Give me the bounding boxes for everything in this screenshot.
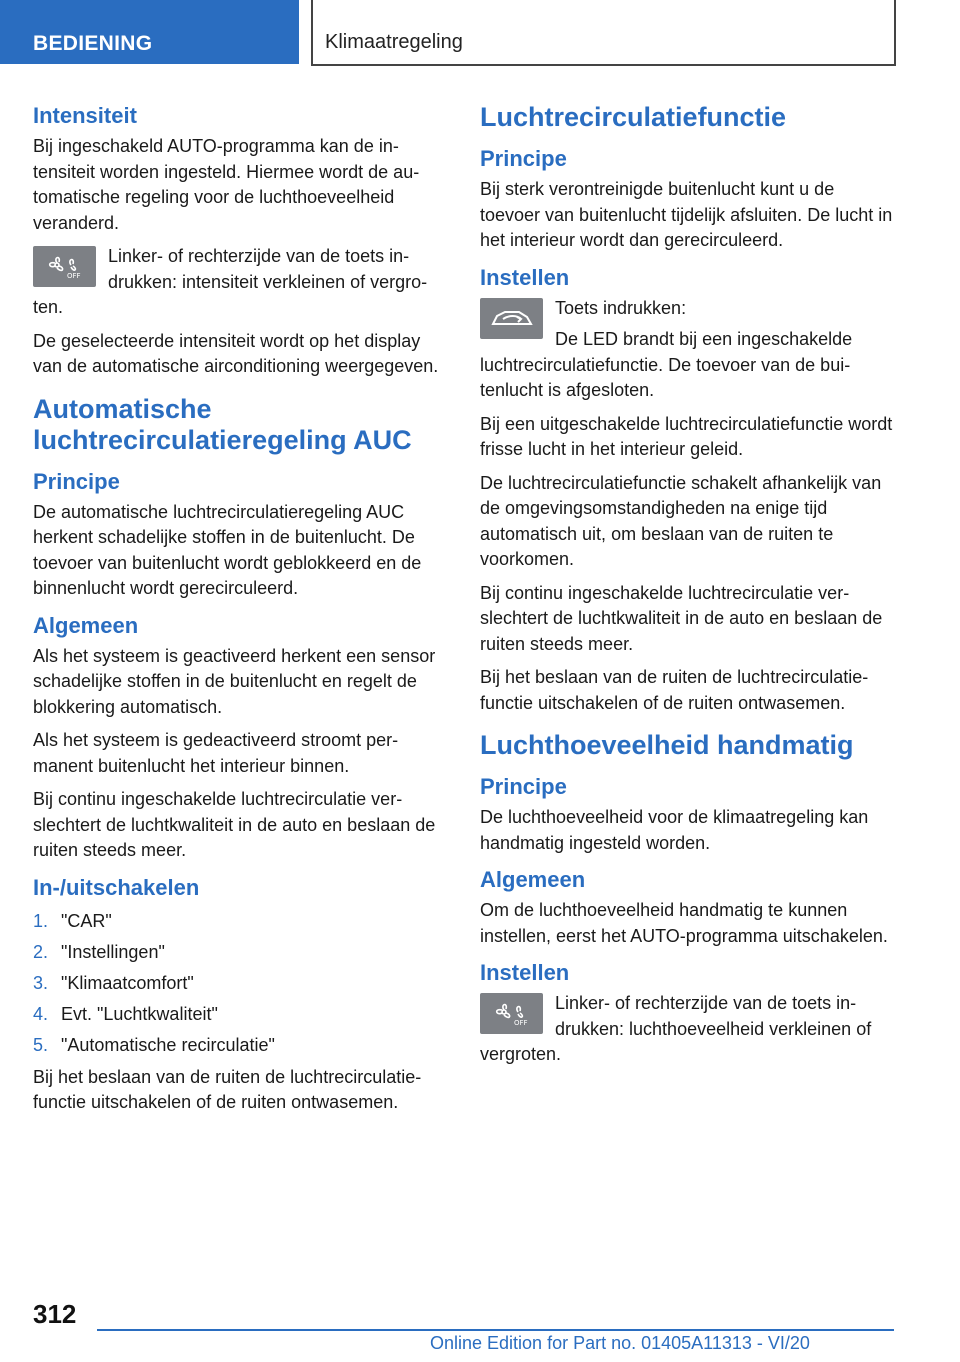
heading-instellen: Instellen (480, 960, 570, 985)
paragraph: De luchtrecirculatiefunctie schakelt afhankelijk van de omgevingsomstandigheden na enige tijd automatisch uit, om beslaan van de ruiten te voorkomen. (480, 472, 882, 569)
right-column (480, 100, 898, 1076)
step-text: "Klimaatcomfort" (61, 972, 194, 993)
heading-algemeen: Algemeen (480, 867, 586, 892)
step-number: 3. (33, 972, 49, 993)
heading-principe: Principe (480, 146, 567, 171)
step-text: "CAR" (61, 910, 112, 931)
icon-paragraph-text: Linker- of rechterzijde van de toets indrukken: intensiteit verkleinen of vergroten. (33, 246, 428, 317)
section-tab: BEDIENING (0, 0, 299, 64)
paragraph: Om de luchthoeveelheid handmatig te kunnen instellen, eerst het AUTO-programma uitschakelen. (480, 900, 888, 946)
paragraph: Als het systeem is geactiveerd herkent een sensor schadelijke stoffen in de buitenlucht en regelt de blokkering automatisch. (33, 645, 436, 717)
list-item (33, 968, 451, 999)
heading-intensiteit: Intensiteit (33, 103, 137, 128)
paragraph: Bij continu ingeschakelde luchtrecirculatie verslechtert de luchtkwaliteit in de auto en beslaan de ruiten steeds meer. (33, 789, 436, 860)
paragraph: De automatische luchtrecirculatieregeling AUC herkent schadelijke stoffen in de buitenlucht. De toevoer van buitenlucht wordt geblokkeerd en de binnenlucht wordt gerecirculeerd. (33, 501, 422, 598)
heading-algemeen: Algemeen (33, 612, 139, 638)
footer-divider (97, 1329, 894, 1331)
icon-paragraph-text: Linker- of rechterzijde van de toets indrukken: luchthoeveelheid verkleinen of vergroten. (480, 993, 872, 1064)
icon-paragraph-text: Toets indrukken: (555, 297, 687, 318)
recirculation-car-icon (480, 298, 543, 339)
step-number: 2. (33, 941, 49, 962)
svg-text:OFF: OFF (513, 1018, 528, 1027)
list-item (33, 906, 451, 937)
page-header (0, 0, 960, 66)
step-text: "Instellingen" (61, 941, 165, 962)
list-item (33, 937, 451, 968)
paragraph: De geselecteerde intensiteit wordt op het display van de automatische airconditioning weergegeven. (33, 330, 439, 376)
heading-luchtrecirculatiefunctie: Luchtrecirculatiefunctie (480, 102, 787, 132)
heading-principe: Principe (480, 774, 567, 799)
icon-paragraph (33, 244, 451, 321)
heading-in-uitschakelen: In-/uitschakelen (33, 874, 200, 900)
list-item (33, 1030, 451, 1061)
edition-text: Online Edition for Part no. 01405A11313 - VI/20 (430, 1333, 810, 1353)
page-number: 312 (33, 1299, 77, 1329)
paragraph: Bij sterk verontreinigde buitenlucht kunt u de toevoer van buitenlucht tijdelijk afsluiten. De lucht in het interieur wordt dan gerecirculeerd. (480, 179, 893, 250)
paragraph: Als het systeem is gedeactiveerd stroomt permanent buitenlucht het interieur binnen. (33, 730, 399, 776)
step-number: 1. (33, 910, 49, 931)
step-number: 5. (33, 1034, 49, 1055)
paragraph: Bij continu ingeschakelde luchtrecirculatie verslechtert de luchtkwaliteit in de auto en beslaan de ruiten steeds meer. (480, 582, 883, 654)
paragraph: Bij het beslaan van de ruiten de luchtrecirculatiefunctie uitschakelen of de ruiten ontwasemen. (480, 667, 869, 713)
paragraph: Bij ingeschakeld AUTO-programma kan de intensiteit worden ingesteld. Hiermee wordt de automatische regeling voor de luchthoeveelheid veranderd. (33, 136, 420, 233)
paragraph: Bij het beslaan van de ruiten de luchtrecirculatiefunctie uitschakelen of de ruiten ontwasemen. (33, 1066, 422, 1112)
step-text: "Automatische recirculatie" (61, 1034, 275, 1055)
svg-text:OFF: OFF (66, 271, 81, 280)
paragraph: Bij een uitgeschakelde luchtrecirculatiefunctie wordt frisse lucht in het interieur geleid. (480, 413, 893, 459)
icon-paragraph (480, 296, 898, 404)
chapter-title: Klimaatregeling (311, 0, 896, 66)
steps-list (33, 906, 451, 1061)
icon-paragraph-text: De LED brandt bij een ingeschakelde luchtrecirculatiefunctie. De toevoer van de buitenlucht is afgesloten. (480, 329, 853, 400)
left-column (33, 100, 451, 1124)
icon-paragraph (480, 991, 898, 1068)
heading-instellen: Instellen (480, 264, 570, 290)
step-number: 4. (33, 1003, 49, 1024)
heading-principe: Principe (33, 468, 120, 494)
fan-off-icon (480, 993, 543, 1034)
heading-luchthoeveelheid: Luchthoeveelheid handmatig (480, 730, 854, 760)
step-text: Evt. "Luchtkwaliteit" (61, 1003, 218, 1024)
paragraph: De luchthoeveelheid voor de klimaatregeling kan handmatig ingesteld worden. (480, 807, 869, 853)
heading-auc: Automatische luchtrecirculatieregeling AUC (33, 393, 412, 455)
list-item (33, 999, 451, 1030)
fan-off-icon (33, 246, 96, 287)
